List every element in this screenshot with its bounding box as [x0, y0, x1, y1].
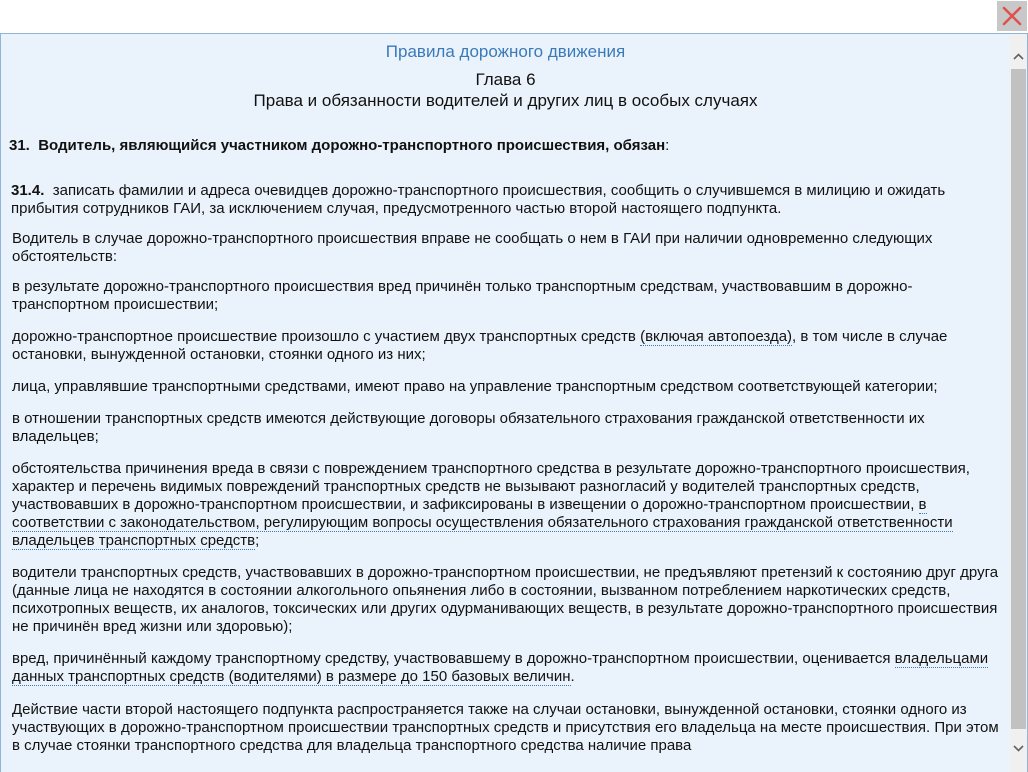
document-content — [2, 34, 1009, 772]
chapter-number: Глава 6 — [475, 70, 536, 89]
scroll-down-button[interactable] — [1010, 740, 1027, 757]
paragraph: водители транспортных средств, участвовавших в дорожно-транспортном происшествии, не предъявляют претензий к состоянию друг друга (данные лица не находятся в состоянии алкогольного опьянения либо в состоянии, вызванном потреблением наркотических средств, психотропных веществ, их аналогов, токсических или других одурманивающих веществ, в результате дорожно-транспортного происшествия не причинён вред жизни или здоровью); — [12, 564, 999, 635]
scroll-thumb[interactable] — [1011, 69, 1026, 729]
paragraph: в отношении транспортных средств имеются действующие договоры обязательного страхования гражданской ответственности их владельцев; — [12, 410, 925, 445]
article-number: 31. — [9, 137, 30, 154]
paragraph-text: дорожно-транспортное происшествие произошло с участием двух транспортных средств — [12, 328, 641, 345]
scroll-up-button[interactable] — [1010, 48, 1027, 65]
subpoint-text: записать фамилии и адреса очевидцев дорожно-транспортного происшествия, сообщить о случившемся в милицию и ожидать прибытия сотрудников ГАИ, за исключением случая, предусмотренного частью второй настоящего подпункта. — [11, 182, 946, 217]
paragraph: Действие части второй настоящего подпункта распространяется также на случаи остановки, вынужденной остановки, стоянки одного из участвующих в дорожно-транспортном происшествии транспортных средств и присутствия его владельца на месте происшествия. При этом в случае стоянки транспортного средства для владельца транспортного средства наличие права — [12, 701, 999, 754]
legislation-link[interactable]: в соответствии с законодательством, регулирующим вопросы осуществления обязательного страхования гражданской ответственности владельцев транспортных средств — [12, 496, 953, 549]
chevron-up-icon — [1013, 53, 1024, 60]
paragraph-text: . — [570, 668, 575, 685]
title-bar — [0, 0, 1028, 33]
document-title: Правила дорожного движения — [385, 42, 626, 61]
paragraph-text: , в том числе в случае остановки, вынужденной остановки, стоянки одного из них; — [12, 328, 948, 363]
paragraph-text: обстоятельства причинения вреда в связи с повреждением транспортного средства в результате дорожно-транспортного происшествия, характер и перечень видимых повреждений транспортных средств не вызывают разногласий у водителей транспортных средств, участвовавших в дорожно-транспортном происшествии, и зафиксированы в извещении о дорожно-транспортном происшествии, — [12, 460, 970, 513]
paragraph-text: вред, причинённый каждому транспортному средству, участвовавшему в дорожно-транспортном происшествии, оценивается — [12, 650, 895, 667]
close-button[interactable] — [997, 1, 1027, 31]
paragraph — [12, 460, 999, 550]
damage-limit-link[interactable]: владельцами данных транспортных средств (водителями) в размере до 150 базовых величин — [12, 650, 989, 685]
close-icon — [1001, 5, 1023, 27]
article-suffix: : — [665, 137, 670, 154]
article-heading — [9, 136, 1009, 156]
chapter-title: Права и обязанности водителей и других лиц в особых случаях — [253, 91, 758, 110]
subpoint-31-4 — [11, 182, 997, 218]
subpoint-number: 31.4. — [11, 182, 45, 199]
paragraph — [12, 650, 999, 686]
paragraph: в результате дорожно-транспортного происшествия вред причинён только транспортным средствам, участвовавшим в дорожно-транспортном происшествии; — [12, 278, 913, 313]
paragraph: лица, управлявшие транспортными средствами, имеют право на управление транспортным средством соответствующей категории; — [12, 378, 938, 395]
paragraph — [12, 328, 999, 364]
chevron-down-icon — [1013, 745, 1024, 752]
document-frame — [0, 33, 1028, 772]
road-train-link[interactable]: (включая автопоезда) — [640, 328, 793, 345]
paragraph-text: ; — [255, 532, 260, 549]
vertical-scrollbar[interactable] — [1010, 34, 1027, 772]
article-heading-text: Водитель, являющийся участником дорожно-транспортного происшествия, обязан — [38, 137, 666, 154]
paragraph: Водитель в случае дорожно-транспортного происшествия вправе не сообщать о нем в ГАИ при наличии одновременно следующих обстоятельств: — [12, 230, 933, 265]
